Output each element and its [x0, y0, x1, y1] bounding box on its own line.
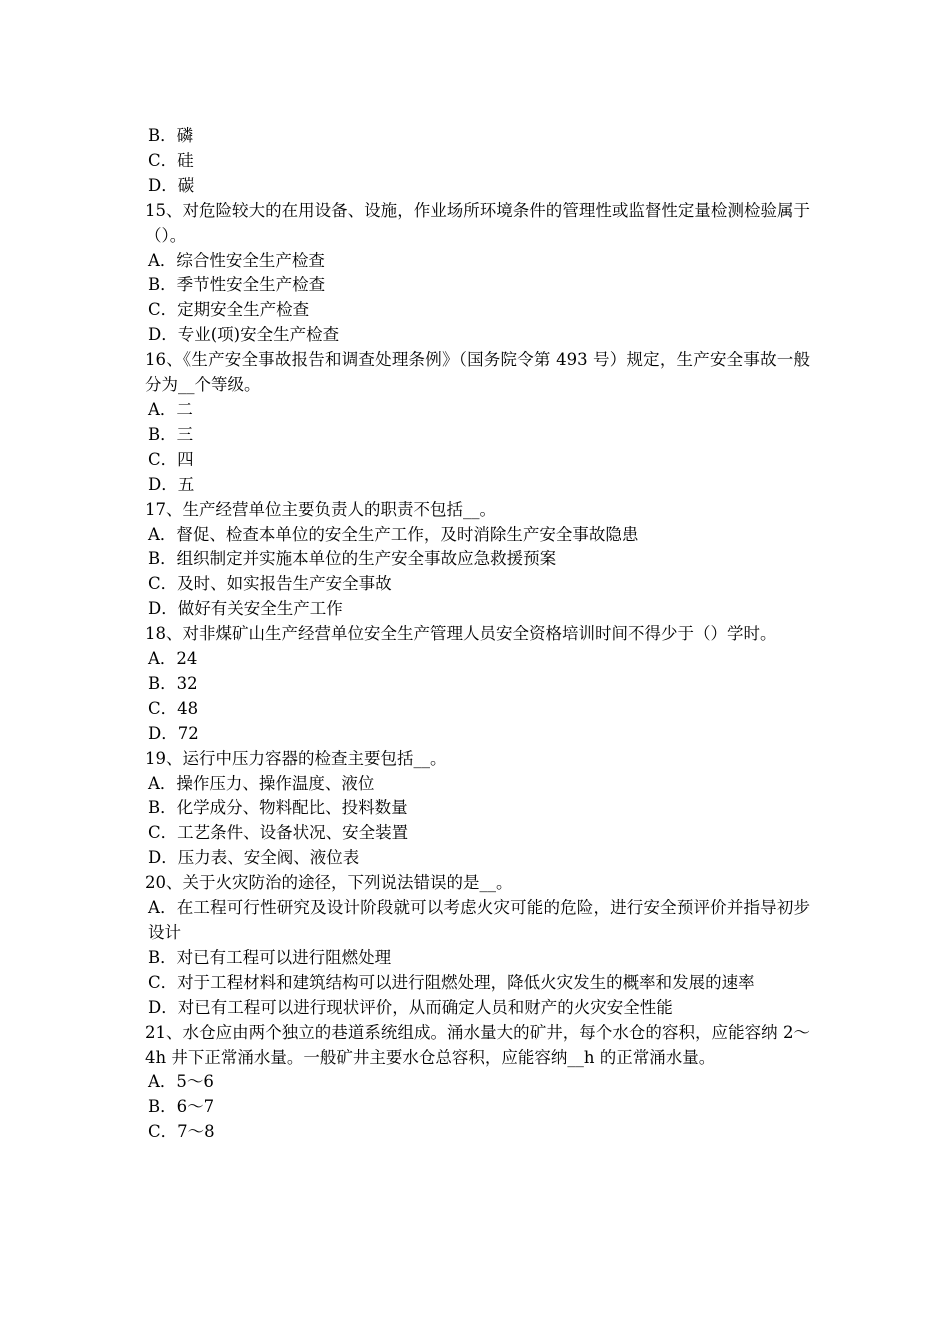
- option-line: B．6～7: [148, 1097, 215, 1117]
- option-line: A．24: [148, 649, 198, 669]
- option-line: C．对于工程材料和建筑结构可以进行阻燃处理，降低火灾发生的概率和发展的速率: [148, 972, 755, 992]
- option-line: B．对已有工程可以进行阻燃处理: [148, 947, 392, 967]
- question-text: 21、水仓应由两个独立的巷道系统组成。涌水量大的矿井，每个水仓的容积，应能容纳 2～4h 井下正常涌水量。一般矿井主要水仓总容积，应能容纳__h 的正常涌水量。: [145, 1022, 810, 1067]
- option-line: D．对已有工程可以进行现状评价，从而确定人员和财产的火灾安全性能: [148, 997, 673, 1017]
- option-line: A．综合性安全生产检查: [148, 250, 325, 270]
- option-line: B．组织制定并实施本单位的生产安全事故应急救援预案: [148, 549, 557, 569]
- question-text: 19、运行中压力容器的检查主要包括__。: [145, 748, 447, 768]
- option-line: C．及时、如实报告生产安全事故: [148, 574, 392, 594]
- option-line: C．定期安全生产检查: [148, 300, 310, 320]
- option-line: A．操作压力、操作温度、液位: [148, 773, 375, 793]
- option-line: D．五: [148, 474, 195, 494]
- question-text: 18、对非煤矿山生产经营单位安全生产管理人员安全资格培训时间不得少于（）学时。: [145, 624, 777, 644]
- option-line: A．5～6: [148, 1072, 214, 1092]
- option-line: D．压力表、安全阀、液位表: [148, 848, 360, 868]
- option-line: A．二: [148, 399, 193, 419]
- option-line: B．磷: [148, 126, 194, 145]
- option-line: D．做好有关安全生产工作: [148, 599, 343, 619]
- option-line: C．48: [148, 698, 199, 718]
- option-line: A．在工程可行性研究及设计阶段就可以考虑火灾可能的危险，进行安全预评价并指导初步设计: [148, 898, 810, 942]
- option-line: B．32: [148, 673, 198, 693]
- option-line: A．督促、检查本单位的安全生产工作，及时消除生产安全事故隐患: [148, 524, 639, 544]
- question-text: 20、关于火灾防治的途径，下列说法错误的是__。: [145, 873, 513, 893]
- option-line: C．7～8: [148, 1122, 215, 1142]
- option-line: D．碳: [148, 175, 195, 195]
- question-text: 17、生产经营单位主要负责人的职责不包括__。: [145, 499, 496, 519]
- option-line: C．四: [148, 449, 194, 469]
- option-line: B．化学成分、物料配比、投料数量: [148, 798, 408, 818]
- option-line: B．季节性安全生产检查: [148, 275, 326, 295]
- option-line: D．专业(项)安全生产检查: [148, 325, 340, 345]
- question-text: 16、《生产安全事故报告和调查处理条例》（国务院令第 493 号）规定，生产安全事故一般分为__个等级。: [145, 350, 810, 395]
- question-text: 15、对危险较大的在用设备、设施，作业场所环境条件的管理性或监督性定量检测检验属于（）。: [145, 200, 810, 245]
- option-line: D．72: [148, 723, 199, 743]
- document-page: [145, 124, 810, 1145]
- option-line: C．硅: [148, 150, 194, 170]
- option-line: C．工艺条件、设备状况、安全装置: [148, 823, 409, 843]
- option-line: B．三: [148, 424, 194, 444]
